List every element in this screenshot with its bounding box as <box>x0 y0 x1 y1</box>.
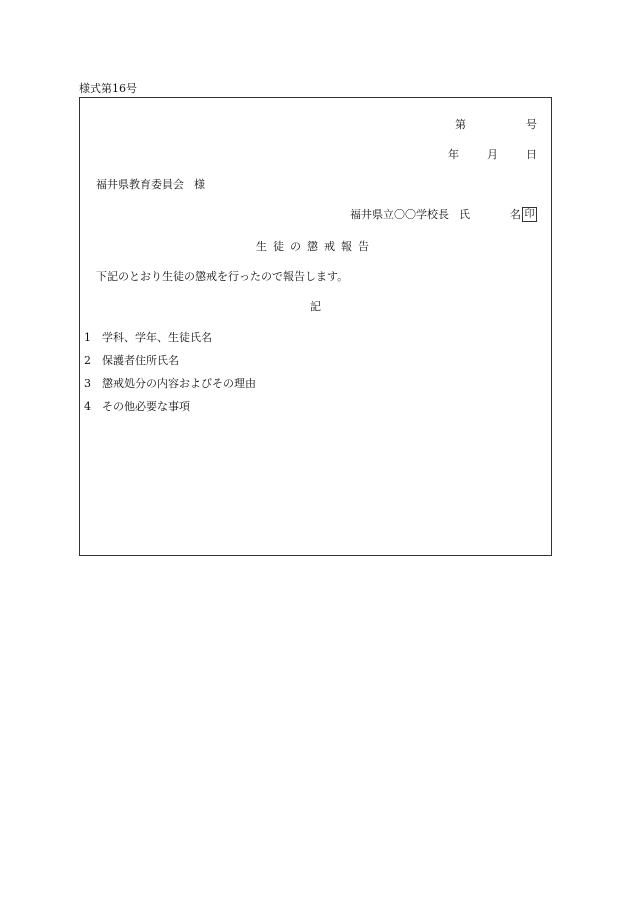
date-day: 日 <box>526 148 537 161</box>
sender-name-label-2: 名 <box>510 208 521 221</box>
document-number-prefix: 第 <box>455 118 466 131</box>
list-item <box>84 326 256 349</box>
recipient-name: 福井県教育委員会 <box>96 178 184 191</box>
list-item <box>84 349 256 372</box>
report-form <box>79 97 552 556</box>
document-title: 生徒の懲戒報告 <box>256 240 375 253</box>
date-month: 月 <box>487 148 498 161</box>
document-number <box>455 116 537 132</box>
recipient <box>96 176 205 192</box>
date-year: 年 <box>448 148 459 161</box>
item-text: その他必要な事項 <box>102 400 190 413</box>
list-item <box>84 395 256 418</box>
item-list <box>84 326 256 418</box>
list-item <box>84 372 256 395</box>
item-text: 保護者住所氏名 <box>102 354 179 367</box>
form-number: 様式第16号 <box>79 82 137 95</box>
recipient-honorific: 様 <box>194 178 205 191</box>
seal-mark: 印 <box>522 207 537 222</box>
item-number: 2 <box>84 354 91 367</box>
item-number: 3 <box>84 377 91 390</box>
item-text: 懲戒処分の内容およびその理由 <box>102 377 256 390</box>
document-number-suffix: 号 <box>526 118 537 131</box>
item-number: 4 <box>84 400 91 413</box>
intro-text: 下記のとおり生徒の懲戒を行ったので報告します。 <box>96 270 349 283</box>
item-text: 学科、学年、生徒氏名 <box>102 331 212 344</box>
ki-heading: 記 <box>310 300 321 313</box>
item-number: 1 <box>84 331 91 344</box>
sender-name-label-1: 氏 <box>459 208 470 221</box>
sender-school: 福井県立〇〇学校長 <box>350 208 449 221</box>
sender <box>350 206 537 222</box>
document-date <box>448 146 537 162</box>
